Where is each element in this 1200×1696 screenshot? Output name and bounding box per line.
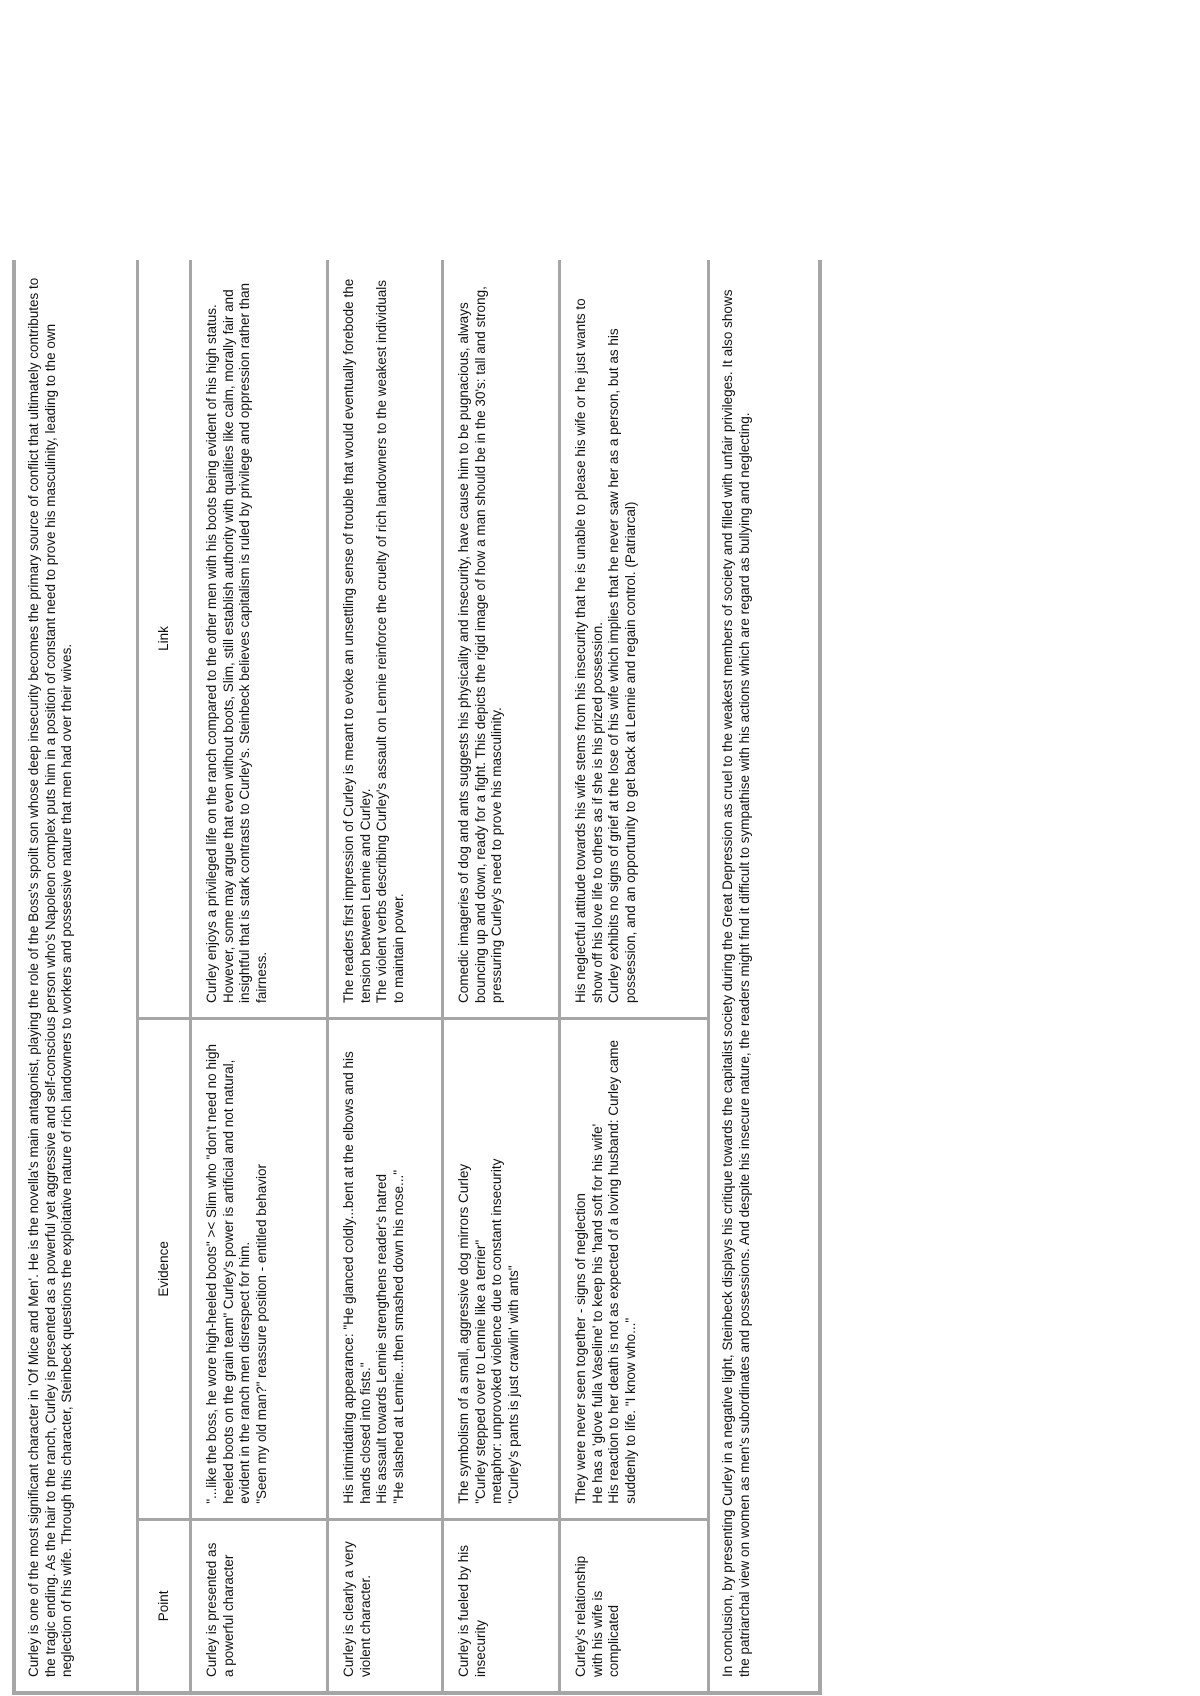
intro-row (16, 260, 138, 1691)
evidence-line: They were never seen together - signs of neglection (573, 1193, 588, 1504)
point-cell: Curley is clearly a very violent character. (328, 1519, 443, 1691)
table-row (191, 260, 328, 1691)
header-point: Point (138, 1519, 191, 1691)
evidence-line: "Curley's pants is just crawlin' with ants" (505, 1265, 521, 1504)
essay-plan-table (16, 260, 818, 1691)
rotated-document-page (12, 260, 822, 1695)
evidence-line: The symbolism of a small, aggressive dog mirrors Curley (456, 1163, 471, 1504)
link-line: His neglectful attitude towards his wife stems from his insecurity that he is unable to please his wife or he just wants to show off his love life to others as if she is his prized possession. (573, 298, 605, 1003)
evidence-line: "...like the boss, he wore high-heeled boots" >< Slim who "don't need no high heeled boots on the grain team" Curley's power is artificial and not natural, evident in the ranch men disrespect for him. (204, 1044, 253, 1504)
link-line: Curley enjoys a privileged life on the ranch compared to the other men with his boots being evident of his high status. However, some may argue that even without boots, Slim, still establish authority with qualities like calm, morally fair and insightful that is stark contrasts to Curley's. Steinbeck believes capitalism is ruled by privilege and oppression rather than fairness. (204, 283, 269, 1003)
conclusion-row (709, 260, 819, 1691)
link-line: The violent verbs describing Curley's assault on Lennie reinforce the cruelty of rich landowners to the weakest individuals to maintain power. (374, 279, 406, 1003)
evidence-line: "Curley stepped over to Lennie like a terrier" (472, 1239, 488, 1504)
link-cell (328, 260, 443, 1018)
table-header-row (138, 260, 191, 1691)
link-line: The readers first impression of Curley is meant to evoke an unsettling sense of trouble that would eventually forebode the tension between Lennie and Curley. (341, 278, 373, 1003)
point-cell: Curley's relationship with his wife is complicated (560, 1519, 709, 1691)
link-cell (191, 260, 328, 1018)
evidence-line: His assault towards Lennie strengthens reader's hatred (374, 1174, 390, 1504)
evidence-line: "Seen my old man?" reassure position - entitled behavior (253, 1164, 269, 1504)
table-row (328, 260, 443, 1691)
table-row (443, 260, 560, 1691)
evidence-line: metaphor: unprovoked violence due to constant insecurity (489, 1158, 505, 1504)
evidence-cell (191, 1018, 328, 1519)
link-cell (560, 260, 709, 1018)
link-line: Curley exhibits no signs of grief at the lose of his wife which implies that he never saw her as a person, but as his possession, and an opportunity to get back at Lennie and regain control. (Patriarcal) (606, 328, 638, 1003)
header-evidence: Evidence (138, 1018, 191, 1519)
link-cell (443, 260, 560, 1018)
evidence-line: His intimidating appearance: "He glanced coldly...bent at the elbows and his hands closed into fists." (341, 1051, 373, 1504)
intro-paragraph: Curley is one of the most significant character in 'Of Mice and Men'. He is the novella's main antagonist, playing the role of the Boss's spoilt son whose deep insecurity becomes the primary source of conflict that ultimately contributes to the tragic ending. As the hair to the ranch, Curley is presented as a powerful yet aggressive and self-conscious person who's Napoleon complex puts him in a position of constant need to prove his masculinity, leading to the own neglection of his wife. Through this character, Steinbeck questions the exploitative nature of rich landowners to workers and possessive nature that men had over their wives. (16, 260, 138, 1691)
header-link: Link (138, 260, 191, 1018)
evidence-cell (328, 1018, 443, 1519)
conclusion-paragraph: In conclusion, by presenting Curley in a negative light, Steinbeck displays his critique towards the capitalist society during the Great Depression as cruel to the weakest members of society and filled with unfair privileges. It also shows the patriarchal view on women as men's subordinates and possessions. And despite his insecure nature, the readers might find it difficult to sympathise with his actions which are regard as bullying and neglecting. (709, 260, 819, 1691)
evidence-cell (443, 1018, 560, 1519)
evidence-line: His reaction to her death is not as expected of a loving husband: Curley came suddenly to life. "I know who..." (606, 1040, 638, 1504)
evidence-line: He has a 'glove fulla Vaseline' to keep his 'hand soft for his wife' (589, 1123, 605, 1504)
table-row (560, 260, 709, 1691)
point-cell: Curley is presented as a powerful character (191, 1519, 328, 1691)
link-line: Comedic imageries of dog and ants suggests his physicality and insecurity, have cause him to be pugnacious, always bouncing up and down, ready for a fight. This depicts the rigid image of how a man should be in the 30's: tall and strong, pressuring Curley's need to prove his masculinity. (456, 286, 505, 1003)
evidence-line: "He slashed at Lennie...then smashed down his nose..." (390, 1169, 406, 1504)
evidence-cell (560, 1018, 709, 1519)
point-cell: Curley is fueled by his insecurity (443, 1519, 560, 1691)
